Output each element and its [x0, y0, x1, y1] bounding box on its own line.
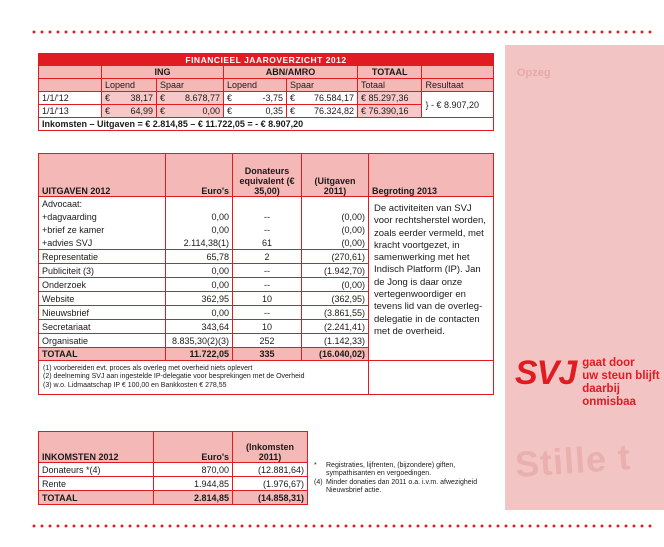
sub-totaal: Totaal — [358, 79, 422, 92]
expense-prev: (1.142,33) — [302, 334, 369, 348]
resultaat: } - € 8.907,20 — [422, 92, 494, 118]
income-prev: (1.976,67) — [233, 477, 308, 491]
expenses-total-label: TOTAAL — [39, 348, 166, 361]
expense-label: +advies SVJ — [39, 236, 166, 250]
expenses-header-donateurs: Donateurs equivalent (€ 35,00) — [233, 154, 302, 197]
expense-label: Secretariaat — [39, 320, 166, 334]
ghost-text-top: Opzeg — [517, 67, 551, 79]
income-euros: 870,00 — [154, 463, 233, 477]
begroting-text: De activiteiten van SVJ voor rechtsherstel worden, zoals eerder vermeld, met kracht voortgezet, in samenwerking met het Indisch Platform (IP). Jan de Jong is daar onze vertegenwoordiger en tevens lid van de overleg-delegatie in de contacten met de overheid. — [369, 197, 494, 361]
expenses-footnotes — [39, 361, 369, 395]
currency: € — [224, 92, 239, 105]
expenses-table — [38, 153, 494, 395]
expense-euros: 0,00 — [166, 223, 233, 236]
expense-euros: 65,78 — [166, 250, 233, 264]
expense-prev: (0,00) — [302, 236, 369, 250]
expense-euros: 8.835,30(2)(3) — [166, 334, 233, 348]
currency: € — [224, 105, 239, 118]
income-total-euros: 2.814,85 — [154, 491, 233, 505]
ing-spaar: 0,00 — [171, 105, 224, 118]
currency: € — [157, 105, 172, 118]
expense-label: Publiciteit (3) — [39, 264, 166, 278]
row-date: 1/1/'12 — [39, 92, 102, 105]
group-ing: ING — [102, 66, 224, 79]
expense-euros: 362,95 — [166, 292, 233, 306]
abn-lopend: 0,35 — [238, 105, 287, 118]
expense-donateurs: 2 — [233, 250, 302, 264]
overview-row — [39, 92, 494, 105]
currency: € — [157, 92, 172, 105]
expenses-header-begroting: Begroting 2013 — [369, 154, 494, 197]
ing-lopend: 64,99 — [116, 105, 157, 118]
footnote: (3) w.o. Lidmaatschap IP € 100,00 en Bankkosten € 278,55 — [43, 381, 227, 389]
expense-euros: 0,00 — [166, 306, 233, 320]
expense-donateurs: -- — [233, 278, 302, 292]
expense-label: Advocaat: — [39, 197, 166, 211]
currency: € — [287, 92, 302, 105]
expense-euros: 0,00 — [166, 264, 233, 278]
expense-donateurs: -- — [233, 210, 302, 223]
ing-lopend: 38,17 — [116, 92, 157, 105]
expenses-header-euros: Euro's — [166, 154, 233, 197]
expense-prev: (270,61) — [302, 250, 369, 264]
side-panel — [505, 45, 664, 510]
expenses-total-euros: 11.722,05 — [166, 348, 233, 361]
svj-brand — [515, 355, 664, 409]
sub-abn-spaar: Spaar — [287, 79, 358, 92]
expense-donateurs: -- — [233, 264, 302, 278]
expense-donateurs: 10 — [233, 292, 302, 306]
expense-label: Representatie — [39, 250, 166, 264]
expense-prev: (362,95) — [302, 292, 369, 306]
expense-euros: 0,00 — [166, 278, 233, 292]
income-label: Rente — [39, 477, 154, 491]
dotted-divider-top — [30, 30, 654, 34]
expense-label: Organisatie — [39, 334, 166, 348]
income-total-prev: (14.858,31) — [233, 491, 308, 505]
expenses-total-prev: (16.040,02) — [302, 348, 369, 361]
expense-label: +dagvaarding — [39, 210, 166, 223]
abn-spaar: 76.324,82 — [301, 105, 358, 118]
svj-logo: SVJ — [515, 354, 577, 392]
currency: € — [102, 92, 117, 105]
expense-donateurs: -- — [233, 223, 302, 236]
overview-title: FINANCIEEL JAAROVERZICHT 2012 — [39, 54, 494, 66]
income-euros: 1.944,85 — [154, 477, 233, 491]
abn-lopend: -3,75 — [238, 92, 287, 105]
totaal: € 76.390,16 — [358, 105, 422, 118]
totaal: € 85.297,36 — [358, 92, 422, 105]
sub-ing-lopend: Lopend — [102, 79, 157, 92]
expense-euros: 0,00 — [166, 210, 233, 223]
expense-label: Onderzoek — [39, 278, 166, 292]
expense-donateurs: 61 — [233, 236, 302, 250]
group-abn: ABN/AMRO — [224, 66, 358, 79]
income-header-label: INKOMSTEN 2012 — [39, 432, 154, 463]
expense-label: Nieuwsbrief — [39, 306, 166, 320]
currency: € — [287, 105, 302, 118]
expense-euros: 343,64 — [166, 320, 233, 334]
expenses-header-prev: (Uitgaven 2011) — [302, 154, 369, 197]
svj-slogan: gaat door uw steun blijft daarbij onmisbaa — [582, 357, 660, 408]
row-date: 1/1/'13 — [39, 105, 102, 118]
expense-euros: 2.114,38(1) — [166, 236, 233, 250]
income-total-label: TOTAAL — [39, 491, 154, 505]
overview-summary: Inkomsten – Uitgaven = € 2.814,85 – € 11.722,05 = - € 8.907,20 — [39, 118, 494, 131]
abn-spaar: 76.584,17 — [301, 92, 358, 105]
dotted-divider-bottom — [30, 524, 654, 528]
expense-label: Website — [39, 292, 166, 306]
expense-prev: (0,00) — [302, 223, 369, 236]
income-table — [38, 431, 494, 505]
expense-label: +brief ze kamer — [39, 223, 166, 236]
expense-donateurs: 10 — [233, 320, 302, 334]
expense-donateurs: 252 — [233, 334, 302, 348]
expense-donateurs: -- — [233, 306, 302, 320]
ghost-text-bottom: Stille t — [513, 436, 633, 485]
sub-resultaat: Resultaat — [422, 79, 494, 92]
currency: € — [102, 105, 117, 118]
sub-abn-lopend: Lopend — [224, 79, 287, 92]
expense-prev: (2.241,41) — [302, 320, 369, 334]
footnote: (2) deelneming SVJ aan ingestelde IP-delegatie voor besprekingen met de Overheid — [43, 373, 305, 381]
expenses-total-donateurs: 335 — [233, 348, 302, 361]
ing-spaar: 8.678,77 — [171, 92, 224, 105]
income-note: (4) Minder donaties dan 2011 o.a. i.v.m. afwezigheid Nieuwsbrief actie. — [314, 478, 478, 494]
income-notes — [308, 432, 495, 505]
income-header-prev: (Inkomsten 2011) — [233, 432, 308, 463]
footnote: (1) voorbereiden evt. proces als overleg met overheid niets oplevert — [43, 365, 253, 372]
expense-prev: (3.861,55) — [302, 306, 369, 320]
sub-ing-spaar: Spaar — [157, 79, 224, 92]
expenses-header-label: UITGAVEN 2012 — [39, 154, 166, 197]
expense-prev: (0,00) — [302, 278, 369, 292]
expense-prev: (0,00) — [302, 210, 369, 223]
financial-overview-table — [38, 53, 494, 131]
expense-prev: (1.942,70) — [302, 264, 369, 278]
income-header-euros: Euro's — [154, 432, 233, 463]
group-totaal: TOTAAL — [358, 66, 422, 79]
income-note: * Registraties, lijfrenten, (bijzondere) giften, sympathisanten en vergoedingen. — [314, 461, 456, 477]
income-prev: (12.881,64) — [233, 463, 308, 477]
income-label: Donateurs *(4) — [39, 463, 154, 477]
